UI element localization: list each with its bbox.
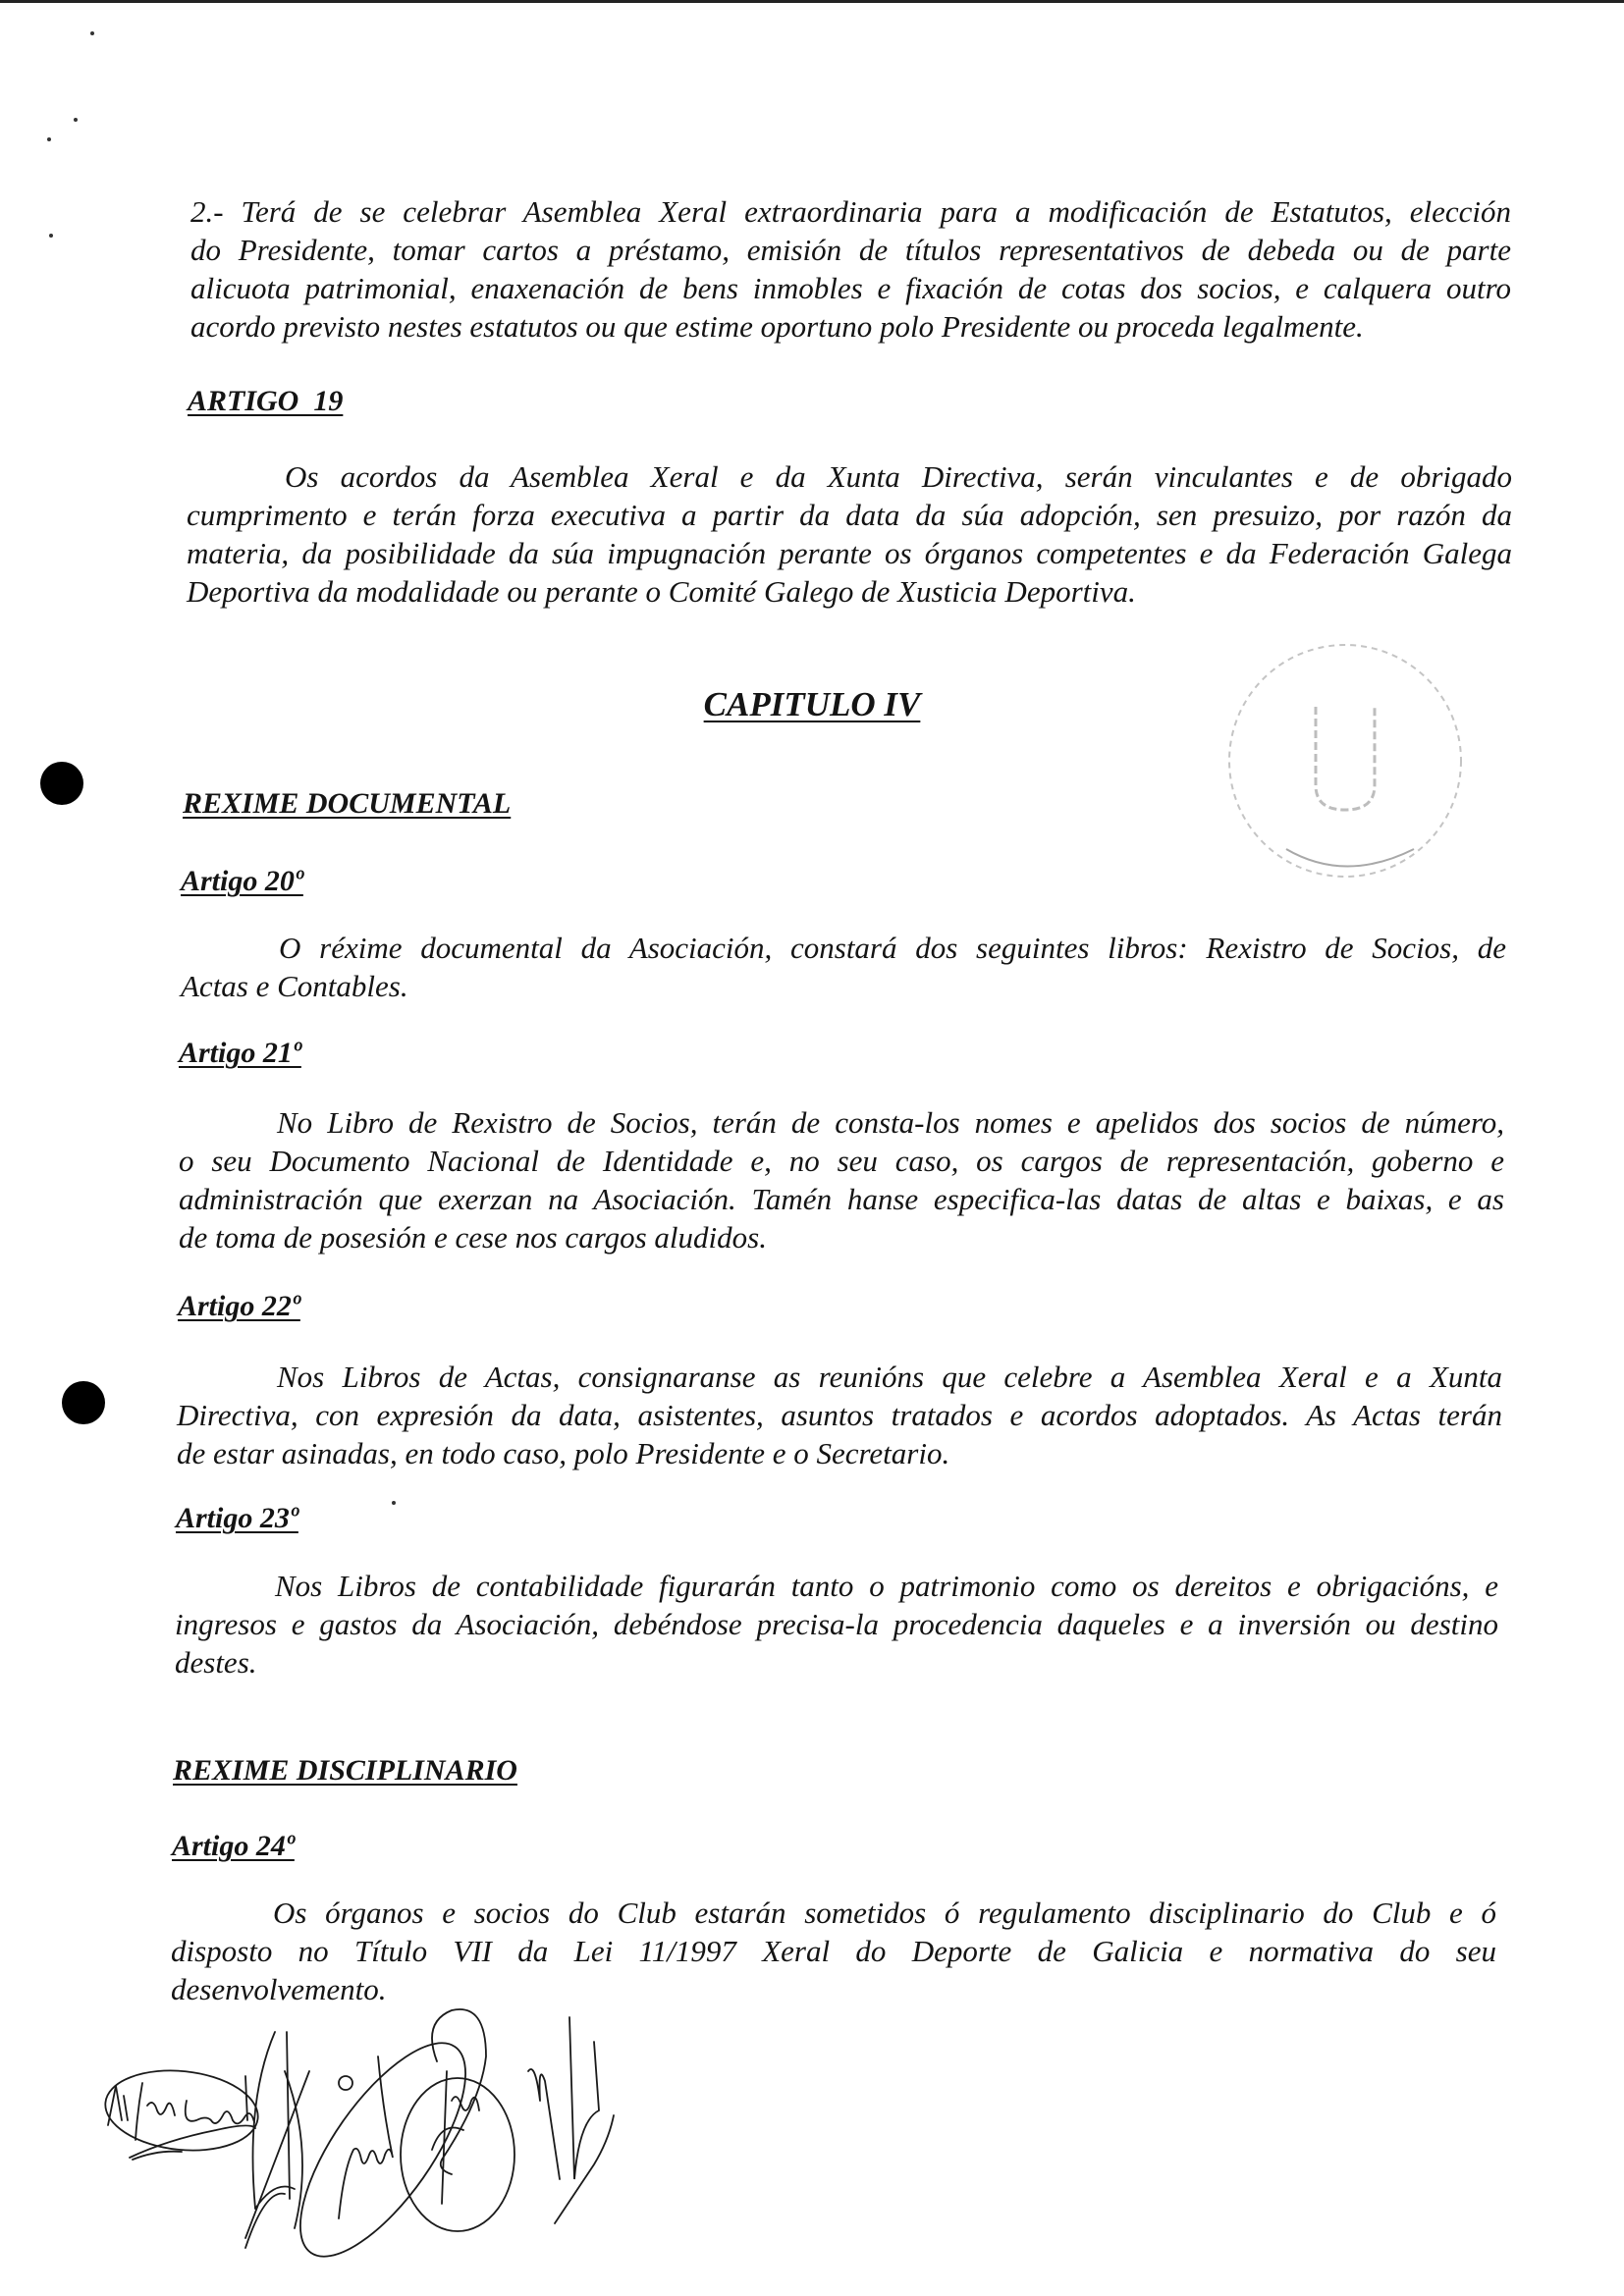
scan-speck xyxy=(90,31,94,35)
signature-4 xyxy=(401,2009,514,2231)
section-disciplinario-heading: REXIME DISCIPLINARIO xyxy=(173,1754,517,1787)
signature-1 xyxy=(101,2063,262,2160)
signature-2 xyxy=(245,2032,309,2248)
chapter-title: CAPITULO IV xyxy=(703,685,921,723)
text-line: No Libro de Rexistro de Socios, terán de consta-los nomes e apelidos dos socios de número, xyxy=(277,1105,1504,1140)
artigo-20-heading: Artigo 20º xyxy=(181,865,303,897)
text-line: alicuota patrimonial, enaxenación de bens inmobles e fixación de cotas dos socios, e calquera outro xyxy=(190,271,1511,305)
artigo-23-text xyxy=(175,1567,1498,1682)
artigo-24-text xyxy=(171,1894,1496,2008)
text-line: Nos Libros de Actas, consignaranse as reunións que celebre a Asemblea Xeral e a Xunta xyxy=(277,1360,1502,1394)
artigo-20-text xyxy=(181,929,1506,1005)
text-line: materia, da posibilidade da súa impugnación perante os órganos competentes e da Federación Galega xyxy=(187,536,1512,570)
text-line: Nos Libros de contabilidade figurarán tanto o patrimonio como os dereitos e obrigacións, e xyxy=(275,1569,1498,1603)
signature-3 xyxy=(271,2018,496,2280)
text-line: o seu Documento Nacional de Identidade e, no seu caso, os cargos de representación, goberno e xyxy=(179,1144,1504,1178)
text-line: cumprimento e terán forza executiva a partir da data da súa adopción, sen presuizo, por razón da xyxy=(187,498,1512,532)
artigo-19-heading: ARTIGO 19 xyxy=(188,385,344,417)
text-line: ingresos e gastos da Asociación, debéndose precisa-la procedencia daqueles e a inversión ou destino xyxy=(175,1607,1498,1641)
text-line: Deportiva da modalidade ou perante o Comité Galego de Xusticia Deportiva. xyxy=(187,574,1136,609)
text-line: de toma de posesión e cese nos cargos aludidos. xyxy=(179,1220,767,1255)
scan-speck xyxy=(392,1501,396,1505)
artigo-22-text xyxy=(177,1358,1502,1472)
artigo-21-heading: Artigo 21º xyxy=(179,1037,301,1069)
scan-speck xyxy=(74,118,78,122)
signatures xyxy=(98,2002,1624,2296)
signature-5 xyxy=(528,2017,614,2223)
scan-speck xyxy=(47,137,51,141)
text-line: 2.- Terá de se celebrar Asemblea Xeral extraordinaria para a modificación de Estatutos, elección xyxy=(190,194,1511,229)
scan-speck xyxy=(49,234,53,238)
text-line: Directiva, con expresión da data, asistentes, asuntos tratados e acordos adoptados. As Actas terán xyxy=(177,1398,1502,1432)
punch-hole-bottom xyxy=(62,1381,105,1424)
text-line: desenvolvemento. xyxy=(171,1972,387,2006)
text-line: do Presidente, tomar cartos a préstamo, emisión de títulos representativos de debeda ou de parte xyxy=(190,233,1511,267)
text-line: Os órganos e socios do Club estarán sometidos ó regulamento disciplinario do Club e ó xyxy=(273,1896,1496,1930)
artigo-24-heading: Artigo 24º xyxy=(172,1830,295,1862)
artigo-19-text xyxy=(187,457,1512,611)
text-line: disposto no Título VII da Lei 11/1997 Xeral do Deporte de Galicia e normativa do seu xyxy=(171,1934,1496,1968)
text-line: administración que exerzan na Asociación. Tamén hanse especifica-las datas de altas e baixas, e as xyxy=(179,1182,1504,1216)
text-line: O réxime documental da Asociación, constará dos seguintes libros: Rexistro de Socios, de xyxy=(279,931,1506,965)
text-line: Os acordos da Asemblea Xeral e da Xunta Directiva, serán vinculantes e de obrigado xyxy=(285,459,1512,494)
artigo-21-text xyxy=(179,1103,1504,1256)
text-line: Actas e Contables. xyxy=(181,969,408,1003)
section-documental-heading: REXIME DOCUMENTAL xyxy=(183,787,512,820)
club-stamp xyxy=(1218,638,1473,893)
text-line: de estar asinadas, en todo caso, polo Presidente e o Secretario. xyxy=(177,1436,950,1470)
paragraph-2 xyxy=(190,192,1511,346)
text-line: acordo previsto nestes estatutos ou que estime oportuno polo Presidente ou proceda legalmente. xyxy=(190,309,1364,344)
artigo-23-heading: Artigo 23º xyxy=(176,1502,298,1534)
text-line: destes. xyxy=(175,1645,257,1680)
scan-top-edge xyxy=(0,0,1624,3)
artigo-22-heading: Artigo 22º xyxy=(178,1290,300,1322)
punch-hole-top xyxy=(40,762,83,805)
